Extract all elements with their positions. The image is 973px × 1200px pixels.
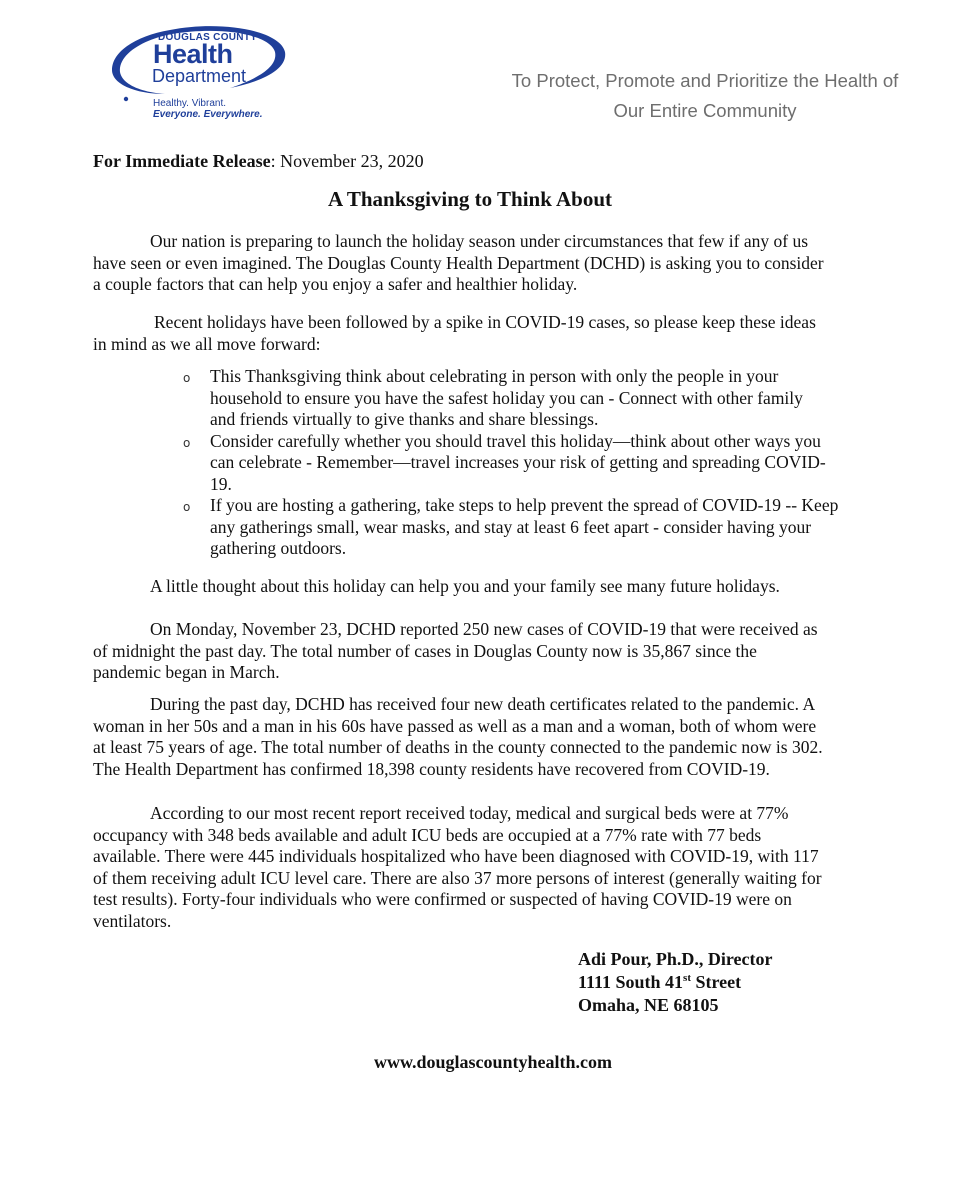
list-item-line: can celebrate - Remember—travel increases your risk of getting and spreading COVID- bbox=[210, 452, 826, 472]
list-item-line: any gatherings small, wear masks, and stay at least 6 feet apart - consider having your bbox=[210, 516, 812, 537]
recent-paragraph bbox=[93, 312, 873, 355]
bullet-marker: o bbox=[183, 435, 191, 450]
release-date: : November 23, 2020 bbox=[270, 151, 424, 171]
street-number: 1111 South 41 bbox=[578, 972, 684, 992]
department-logo bbox=[110, 22, 310, 122]
paragraph-line: of them receiving adult ICU level care. There are also 37 more persons of interest (generally waiting for bbox=[93, 867, 822, 888]
intro-paragraph bbox=[93, 231, 873, 296]
logo-health-text: Health bbox=[153, 39, 233, 69]
paragraph-line: ventilators. bbox=[93, 910, 172, 931]
paragraph-line: occupancy with 348 beds available and adult ICU beds are occupied at a 77% rate with 77 beds bbox=[93, 824, 762, 845]
signature-name: Adi Pour, Ph.D., Director bbox=[578, 949, 773, 969]
paragraph-line: available. There were 445 individuals hospitalized who have been diagnosed with COVID-19, with 117 bbox=[93, 846, 819, 866]
list-item-line: and friends virtually to give thanks and share blessings. bbox=[210, 409, 599, 429]
list-item-line: gathering outdoors. bbox=[210, 538, 347, 558]
list-item-line: This Thanksgiving think about celebrating in person with only the people in your bbox=[210, 366, 779, 386]
thought-paragraph bbox=[93, 576, 873, 598]
page-title: A Thanksgiving to Think About bbox=[327, 187, 613, 211]
paragraph-line: woman in her 50s and a man in his 60s have passed as well as a man and a woman, both of whom were bbox=[93, 715, 817, 736]
paragraph-line: a couple factors that can help you enjoy a safer and healthier holiday. bbox=[93, 274, 578, 294]
paragraph-line: The Health Department has confirmed 18,398 county residents have recovered from COVID-19. bbox=[93, 758, 770, 779]
paragraph-line: pandemic began in March. bbox=[93, 662, 280, 682]
paragraph-line: Recent holidays have been followed by a spike in COVID-19 cases, so please keep these ideas bbox=[154, 312, 816, 332]
paragraph-line: During the past day, DCHD has received four new death certificates related to the pandemic. A bbox=[150, 694, 816, 714]
paragraph-line: test results). Forty-four individuals who were confirmed or suspected of having COVID-19 were on bbox=[93, 889, 792, 909]
list-item-line: 19. bbox=[210, 473, 232, 494]
list-item-line: Consider carefully whether you should travel this holiday—think about other ways you bbox=[210, 430, 821, 451]
release-label: For Immediate Release bbox=[93, 151, 271, 171]
signature-block bbox=[578, 948, 772, 1017]
logo-tagline-2: Everyone. Everywhere. bbox=[153, 109, 263, 120]
header-tagline bbox=[470, 66, 940, 126]
list-item bbox=[183, 495, 883, 560]
logo-department-text: Department bbox=[152, 66, 247, 86]
paragraph-line: in mind as we all move forward: bbox=[93, 333, 321, 354]
list-item-line: If you are hosting a gathering, take steps to help prevent the spread of COVID-19 -- Keep bbox=[210, 495, 839, 515]
logo-tagline-1: Healthy. Vibrant. bbox=[153, 98, 227, 109]
paragraph-line: have seen or even imagined. The Douglas County Health Department (DCHD) is asking you to consider bbox=[93, 252, 824, 273]
logo-county-text: DOUGLAS COUNTY bbox=[158, 32, 258, 43]
street-suffix: st bbox=[683, 972, 691, 984]
paragraph-line: On Monday, November 23, DCHD reported 250 new cases of COVID-19 that were received as bbox=[150, 619, 818, 639]
tagline-line: Our Entire Community bbox=[613, 100, 797, 121]
cases-paragraph bbox=[93, 619, 873, 684]
paragraph-line: According to our most recent report received today, medical and surgical beds were at 77% bbox=[150, 803, 789, 823]
bullet-marker: o bbox=[183, 500, 191, 514]
paragraph-line: Our nation is preparing to launch the holiday season under circumstances that few if any of us bbox=[150, 231, 809, 251]
bullet-marker: o bbox=[183, 371, 191, 385]
list-item bbox=[183, 431, 883, 496]
tagline-line: To Protect, Promote and Prioritize the Health of bbox=[511, 70, 899, 91]
list-item-line: household to ensure you have the safest holiday you can - Connect with other family bbox=[210, 387, 803, 408]
signature-street bbox=[578, 971, 772, 994]
street-name: Street bbox=[691, 972, 742, 992]
paragraph-line: at least 75 years of age. The total number of deaths in the county connected to the pandemic now is 302. bbox=[93, 737, 823, 757]
list-item bbox=[183, 366, 883, 431]
website-link[interactable]: www.douglascountyhealth.com bbox=[373, 1052, 613, 1072]
paragraph-line: A little thought about this holiday can help you and your family see many future holidays. bbox=[150, 576, 780, 596]
deaths-paragraph bbox=[93, 694, 873, 780]
hospital-paragraph bbox=[93, 803, 873, 932]
signature-city: Omaha, NE 68105 bbox=[578, 995, 719, 1015]
paragraph-line: of midnight the past day. The total number of cases in Douglas County now is 35,867 since the bbox=[93, 640, 757, 661]
ideas-list bbox=[183, 366, 883, 560]
release-line bbox=[93, 151, 424, 172]
